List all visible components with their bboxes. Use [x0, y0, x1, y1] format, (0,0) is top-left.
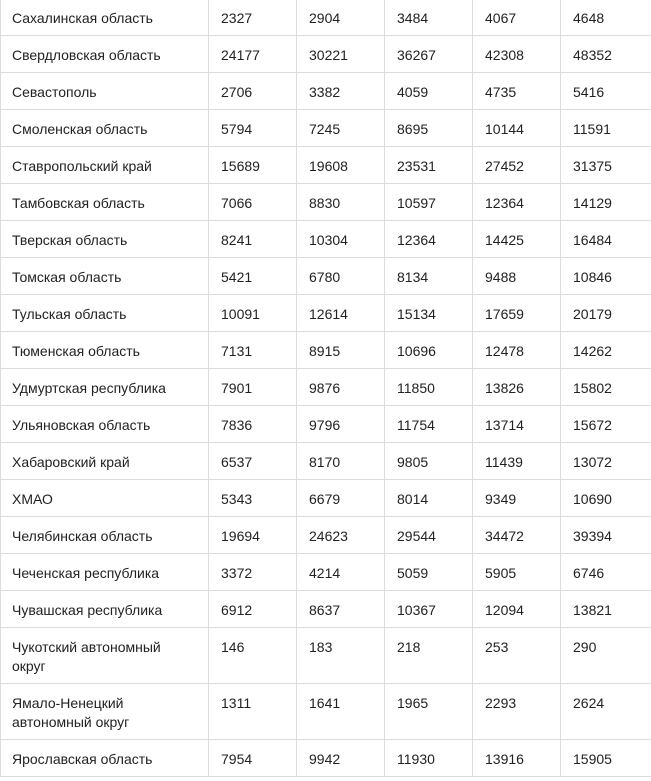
value-cell: 7901: [209, 369, 297, 406]
value-cell: 29544: [385, 517, 473, 554]
value-cell: 27452: [473, 147, 561, 184]
value-cell: 12364: [385, 221, 473, 258]
value-cell: 10597: [385, 184, 473, 221]
value-cell: 4067: [473, 0, 561, 36]
region-cell: Тверская область: [1, 221, 209, 258]
table-row: [1, 221, 651, 258]
value-cell: 8637: [297, 591, 385, 628]
value-cell: 34472: [473, 517, 561, 554]
table-row: [1, 36, 651, 73]
region-cell: Томская область: [1, 258, 209, 295]
value-cell: 24177: [209, 36, 297, 73]
value-cell: 8241: [209, 221, 297, 258]
table-row: [1, 740, 651, 777]
value-cell: 9876: [297, 369, 385, 406]
value-cell: 10367: [385, 591, 473, 628]
value-cell: 2327: [209, 0, 297, 36]
value-cell: 8170: [297, 443, 385, 480]
table-body: [1, 0, 651, 777]
value-cell: 253: [473, 628, 561, 684]
value-cell: 13826: [473, 369, 561, 406]
region-cell: Ульяновская область: [1, 406, 209, 443]
value-cell: 7836: [209, 406, 297, 443]
value-cell: 3372: [209, 554, 297, 591]
value-cell: 5421: [209, 258, 297, 295]
value-cell: 14262: [561, 332, 651, 369]
region-cell: Сахалинская область: [1, 0, 209, 36]
value-cell: 48352: [561, 36, 651, 73]
value-cell: 3382: [297, 73, 385, 110]
value-cell: 13916: [473, 740, 561, 777]
region-cell: ХМАО: [1, 480, 209, 517]
value-cell: 1641: [297, 684, 385, 740]
value-cell: 13072: [561, 443, 651, 480]
value-cell: 7131: [209, 332, 297, 369]
value-cell: 6746: [561, 554, 651, 591]
value-cell: 6780: [297, 258, 385, 295]
region-cell: Челябинская область: [1, 517, 209, 554]
value-cell: 9942: [297, 740, 385, 777]
region-cell: Ямало-Ненецкий автономный округ: [1, 684, 209, 740]
value-cell: 10696: [385, 332, 473, 369]
region-cell: Тамбовская область: [1, 184, 209, 221]
value-cell: 14425: [473, 221, 561, 258]
value-cell: 12094: [473, 591, 561, 628]
table-row: [1, 73, 651, 110]
value-cell: 2706: [209, 73, 297, 110]
value-cell: 36267: [385, 36, 473, 73]
table-row: [1, 110, 651, 147]
table-row: [1, 554, 651, 591]
value-cell: 3484: [385, 0, 473, 36]
region-cell: Удмуртская республика: [1, 369, 209, 406]
value-cell: 17659: [473, 295, 561, 332]
value-cell: 10091: [209, 295, 297, 332]
value-cell: 6537: [209, 443, 297, 480]
value-cell: 11591: [561, 110, 651, 147]
value-cell: 31375: [561, 147, 651, 184]
value-cell: 11754: [385, 406, 473, 443]
value-cell: 11850: [385, 369, 473, 406]
region-cell: Чеченская республика: [1, 554, 209, 591]
value-cell: 12364: [473, 184, 561, 221]
table-row: [1, 369, 651, 406]
value-cell: 4735: [473, 73, 561, 110]
value-cell: 6912: [209, 591, 297, 628]
value-cell: 8830: [297, 184, 385, 221]
value-cell: 10846: [561, 258, 651, 295]
value-cell: 2293: [473, 684, 561, 740]
value-cell: 12478: [473, 332, 561, 369]
value-cell: 6679: [297, 480, 385, 517]
value-cell: 13821: [561, 591, 651, 628]
table-row: [1, 0, 651, 36]
table-row: [1, 684, 651, 740]
value-cell: 7245: [297, 110, 385, 147]
value-cell: 14129: [561, 184, 651, 221]
value-cell: 9488: [473, 258, 561, 295]
value-cell: 15905: [561, 740, 651, 777]
value-cell: 8014: [385, 480, 473, 517]
table-row: [1, 147, 651, 184]
region-cell: Севастополь: [1, 73, 209, 110]
value-cell: 24623: [297, 517, 385, 554]
region-cell: Чукотский автономный округ: [1, 628, 209, 684]
value-cell: 9796: [297, 406, 385, 443]
value-cell: 5794: [209, 110, 297, 147]
value-cell: 13714: [473, 406, 561, 443]
region-cell: Ставропольский край: [1, 147, 209, 184]
value-cell: 10690: [561, 480, 651, 517]
value-cell: 19608: [297, 147, 385, 184]
value-cell: 15689: [209, 147, 297, 184]
value-cell: 19694: [209, 517, 297, 554]
value-cell: 15134: [385, 295, 473, 332]
value-cell: 12614: [297, 295, 385, 332]
table-row: [1, 517, 651, 554]
value-cell: 42308: [473, 36, 561, 73]
region-cell: Тюменская область: [1, 332, 209, 369]
value-cell: 15802: [561, 369, 651, 406]
value-cell: 8695: [385, 110, 473, 147]
value-cell: 23531: [385, 147, 473, 184]
value-cell: 5905: [473, 554, 561, 591]
value-cell: 16484: [561, 221, 651, 258]
value-cell: 5416: [561, 73, 651, 110]
value-cell: 8134: [385, 258, 473, 295]
region-cell: Чувашская республика: [1, 591, 209, 628]
value-cell: 4214: [297, 554, 385, 591]
table-row: [1, 184, 651, 221]
value-cell: 10304: [297, 221, 385, 258]
table-row: [1, 332, 651, 369]
value-cell: 4059: [385, 73, 473, 110]
value-cell: 1311: [209, 684, 297, 740]
value-cell: 11930: [385, 740, 473, 777]
table-row: [1, 443, 651, 480]
value-cell: 10144: [473, 110, 561, 147]
value-cell: 15672: [561, 406, 651, 443]
value-cell: 20179: [561, 295, 651, 332]
value-cell: 9349: [473, 480, 561, 517]
region-cell: Хабаровский край: [1, 443, 209, 480]
table-row: [1, 591, 651, 628]
value-cell: 7954: [209, 740, 297, 777]
value-cell: 30221: [297, 36, 385, 73]
value-cell: 146: [209, 628, 297, 684]
value-cell: 5059: [385, 554, 473, 591]
value-cell: 4648: [561, 0, 651, 36]
table-row: [1, 628, 651, 684]
value-cell: 11439: [473, 443, 561, 480]
value-cell: 8915: [297, 332, 385, 369]
table-row: [1, 295, 651, 332]
value-cell: 5343: [209, 480, 297, 517]
table-row: [1, 406, 651, 443]
value-cell: 1965: [385, 684, 473, 740]
region-cell: Тульская область: [1, 295, 209, 332]
table-row: [1, 258, 651, 295]
table-row: [1, 480, 651, 517]
region-cell: Свердловская область: [1, 36, 209, 73]
value-cell: 2904: [297, 0, 385, 36]
region-cell: Ярославская область: [1, 740, 209, 777]
value-cell: 2624: [561, 684, 651, 740]
value-cell: 183: [297, 628, 385, 684]
value-cell: 39394: [561, 517, 651, 554]
value-cell: 7066: [209, 184, 297, 221]
value-cell: 218: [385, 628, 473, 684]
value-cell: 290: [561, 628, 651, 684]
region-cell: Смоленская область: [1, 110, 209, 147]
value-cell: 9805: [385, 443, 473, 480]
